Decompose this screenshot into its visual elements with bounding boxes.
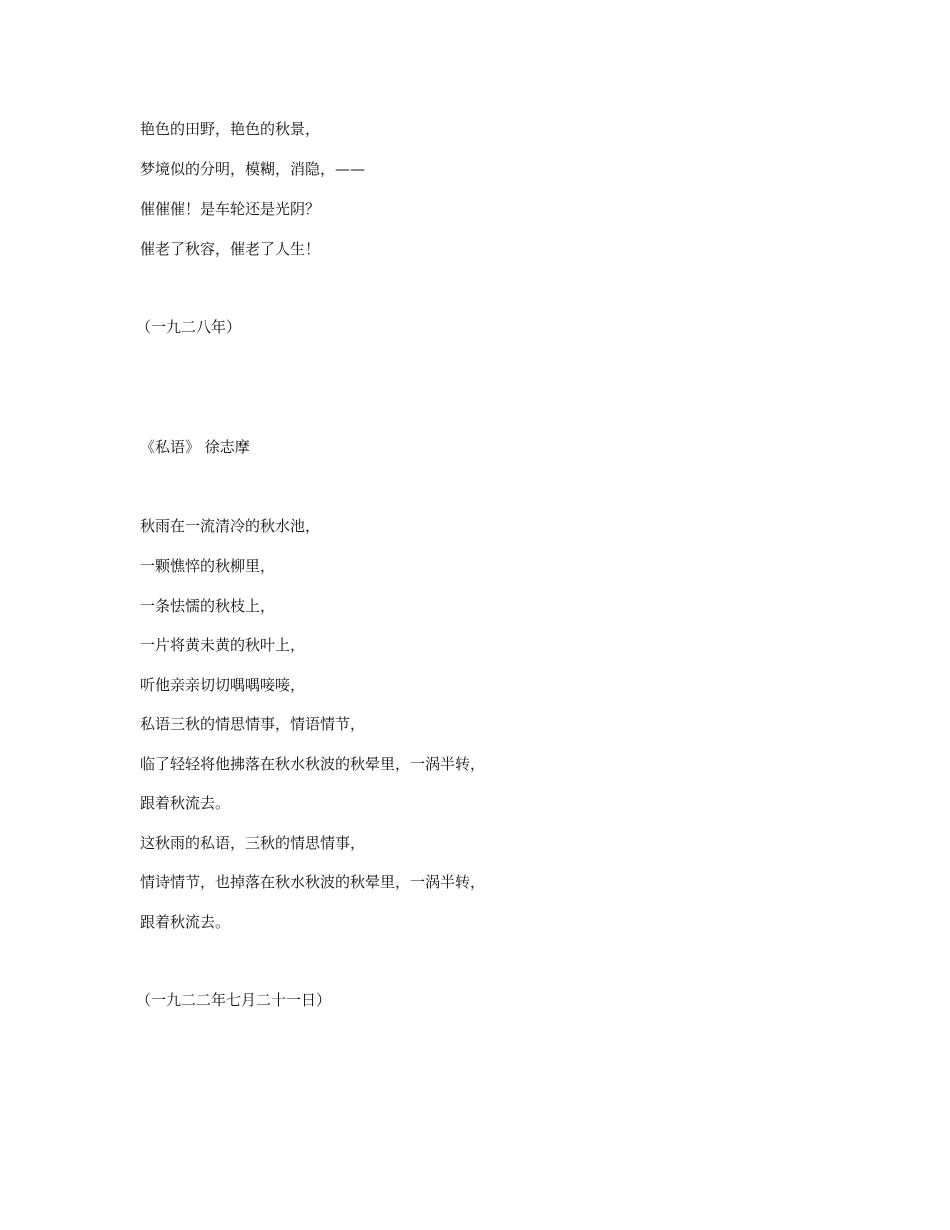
poem2-line-9: 这秋雨的私语，三秋的情思情事， <box>140 834 366 852</box>
poem2-title: 《私语》 徐志摩 <box>140 438 250 456</box>
poem2-line-6: 私语三秋的情思情事，情语情节， <box>140 715 366 733</box>
poem1-line-4: 催老了秋容，催老了人生！ <box>140 240 321 258</box>
poem2-line-1: 秋雨在一流清冷的秋水池， <box>140 517 321 535</box>
poem2-line-3: 一条怯懦的秋枝上， <box>140 597 276 615</box>
poem2-line-5: 听他亲亲切切喁喁唼唼， <box>140 676 306 694</box>
poem1-line-1: 艳色的田野，艳色的秋景， <box>140 120 321 138</box>
poem2-line-4: 一片将黄未黄的秋叶上， <box>140 636 306 654</box>
poem2-line-8: 跟着秋流去。 <box>140 794 231 812</box>
poem1-line-2: 梦境似的分明，模糊，消隐，—— <box>140 160 366 178</box>
poem2-line-10: 情诗情节，也掉落在秋水秋波的秋晕里，一涡半转， <box>140 873 486 891</box>
poem2-line-11: 跟着秋流去。 <box>140 913 231 931</box>
poem1-date: （一九二八年） <box>136 318 242 336</box>
poem2-line-7: 临了轻轻将他拂落在秋水秋波的秋晕里，一涡半转， <box>140 755 486 773</box>
poem2-line-2: 一颗憔悴的秋柳里， <box>140 557 276 575</box>
poem1-line-3: 催催催！是车轮还是光阴？ <box>140 200 321 218</box>
poem2-date: （一九二二年七月二十一日） <box>136 991 332 1009</box>
